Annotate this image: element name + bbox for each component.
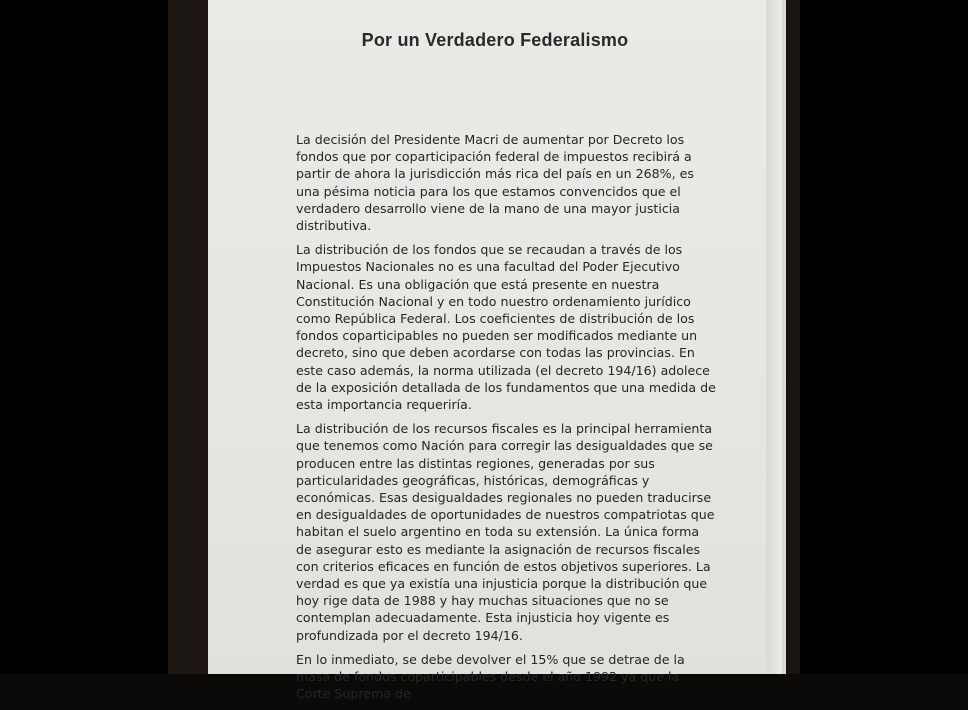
paper-edge <box>766 0 786 674</box>
paragraph-3: La distribución de los recursos fiscales es la principal herramienta que tenemos como Nación para corregir las desigualdades que se producen entre las distintas regiones, generadas por sus particularidades geográficas, históricas, demográficas y económicas. Esas desigualdades regionales no pueden traducirse en desigualdades de oportunidades de nuestros compatriotas que habitan el suelo argentino en toda su extensión. La única forma de asegurar esto es mediante la asignación de recursos fiscales con criterios eficaces en función de estos objetivos superiores. La verdad es que ya existía una injusticia porque la distribución que hoy rige data de 1988 y hay muchas situaciones que no se contemplan adecuadamente. Esta injusticia hoy vigente es profundizada por el decreto 194/16. <box>296 421 715 643</box>
paragraph-2: La distribución de los fondos que se recaudan a través de los Impuestos Nacionales no es una facultad del Poder Ejecutivo Nacional. Es una obligación que está presente en nuestra Constitución Nacional y en todo nuestro ordenamiento jurídico como República Federal. Los coeficientes de distribución de los fondos coparticipables no pueden ser modificados mediante un decreto, sino que deben acordarse con todas las provincias. En este caso además, la norma utilizada (el decreto 194/16) adolece de la exposición detallada de los fundamentos que una medida de esta importancia requeriría. <box>296 242 716 413</box>
paragraph-4: En lo inmediato, se debe devolver el 15% que se detrae de la masa de fondos coparticipables desde el año 1992 ya que la Corte Suprema de <box>296 651 685 702</box>
document-body <box>296 131 716 710</box>
document-title: Por un Verdadero Federalismo <box>361 30 629 50</box>
right-letterbox <box>800 0 968 674</box>
paragraph-1: La decisión del Presidente Macri de aumentar por Decreto los fondos que por coparticipación federal de impuestos recibirá a partir de ahora la jurisdicción más rica del país en un 268%, es una pésima noticia para los que estamos convencidos que el verdadero desarrollo viene de la mano de una mayor justicia distributiva. <box>296 132 694 234</box>
left-letterbox <box>0 0 168 674</box>
